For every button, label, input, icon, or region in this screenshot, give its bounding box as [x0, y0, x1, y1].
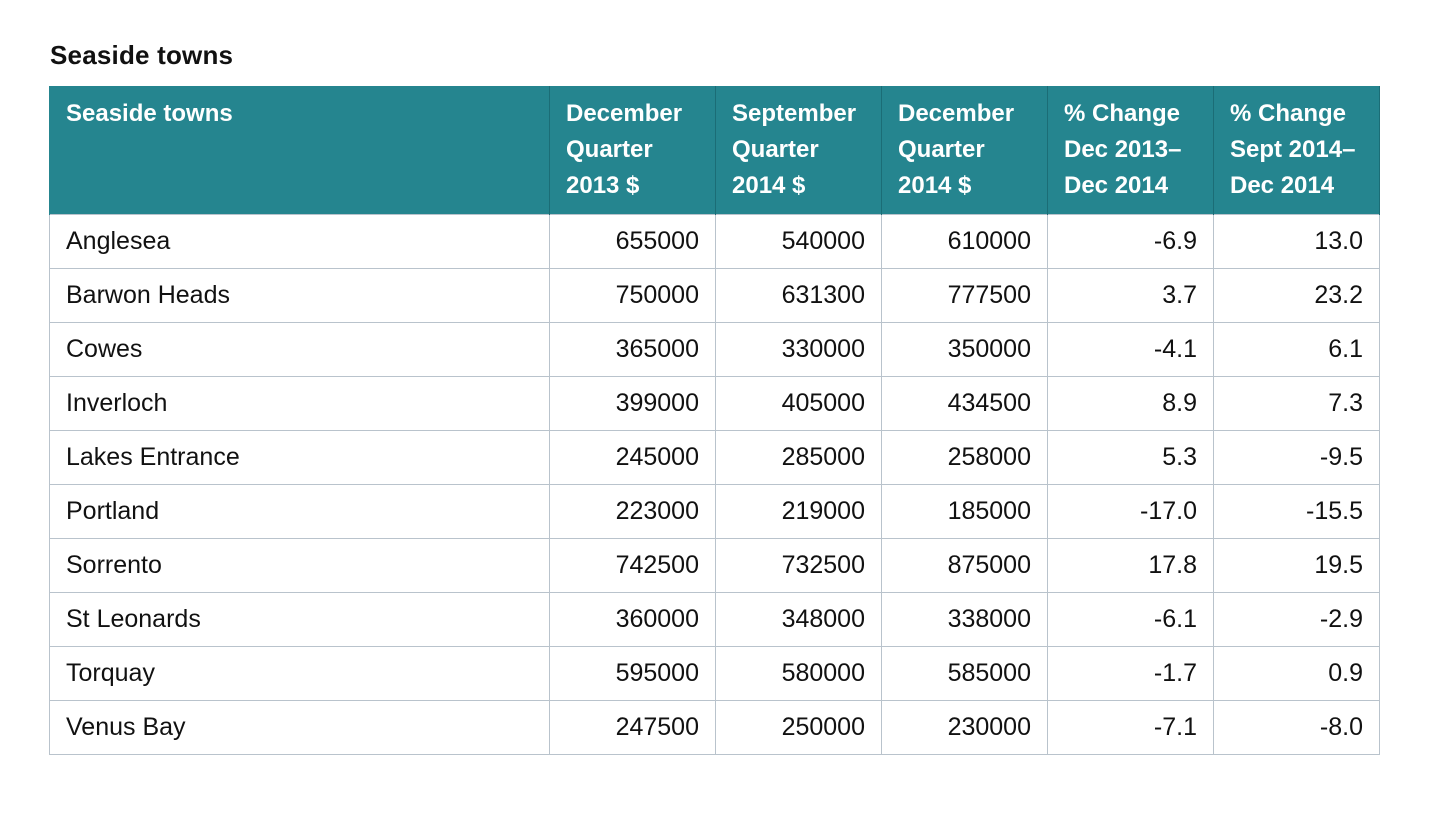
price-sep-2014-cell: 219000 [716, 485, 882, 539]
header-line: Quarter [898, 136, 985, 163]
change-quarterly-cell: 13.0 [1214, 215, 1380, 269]
column-header-town [50, 86, 550, 215]
price-dec-2014-cell: 585000 [882, 647, 1048, 701]
change-annual-cell: -17.0 [1048, 485, 1214, 539]
change-annual-cell: 5.3 [1048, 431, 1214, 485]
price-sep-2014-cell: 540000 [716, 215, 882, 269]
price-sep-2014-cell: 732500 [716, 539, 882, 593]
header-line: 2014 $ [732, 172, 806, 199]
price-dec-2013-cell: 360000 [550, 593, 716, 647]
change-quarterly-cell: -8.0 [1214, 701, 1380, 755]
town-cell: Cowes [50, 323, 550, 377]
price-sep-2014-cell: 405000 [716, 377, 882, 431]
header-line: % Change [1064, 100, 1181, 127]
change-quarterly-cell: 19.5 [1214, 539, 1380, 593]
seaside-towns-table [49, 86, 1380, 755]
price-dec-2013-cell: 399000 [550, 377, 716, 431]
price-dec-2014-cell: 230000 [882, 701, 1048, 755]
change-annual-cell: -7.1 [1048, 701, 1214, 755]
price-dec-2014-cell: 185000 [882, 485, 1048, 539]
header-line: 2014 $ [898, 172, 972, 199]
change-quarterly-cell: 0.9 [1214, 647, 1380, 701]
table-row [50, 323, 1380, 377]
change-annual-cell: 3.7 [1048, 269, 1214, 323]
town-cell: St Leonards [50, 593, 550, 647]
header-line: September [732, 100, 857, 127]
price-sep-2014-cell: 580000 [716, 647, 882, 701]
price-dec-2013-cell: 742500 [550, 539, 716, 593]
price-sep-2014-cell: 250000 [716, 701, 882, 755]
header-line: December [898, 100, 1015, 127]
price-sep-2014-cell: 285000 [716, 431, 882, 485]
table-row [50, 647, 1380, 701]
price-dec-2013-cell: 247500 [550, 701, 716, 755]
table-row [50, 539, 1380, 593]
town-cell: Barwon Heads [50, 269, 550, 323]
town-cell: Sorrento [50, 539, 550, 593]
price-dec-2013-cell: 750000 [550, 269, 716, 323]
header-line: Dec 2013– [1064, 136, 1182, 163]
town-cell: Venus Bay [50, 701, 550, 755]
change-quarterly-cell: -2.9 [1214, 593, 1380, 647]
column-header-change-annual [1048, 86, 1214, 215]
table-row [50, 431, 1380, 485]
table-row [50, 593, 1380, 647]
column-header-dec-2014 [882, 86, 1048, 215]
price-dec-2013-cell: 223000 [550, 485, 716, 539]
town-cell: Torquay [50, 647, 550, 701]
price-dec-2014-cell: 258000 [882, 431, 1048, 485]
header-line: % Change [1230, 100, 1347, 127]
town-cell: Anglesea [50, 215, 550, 269]
change-annual-cell: 8.9 [1048, 377, 1214, 431]
header-line: Seaside towns [66, 100, 233, 127]
header-line: Dec 2014 [1230, 172, 1335, 199]
price-dec-2013-cell: 365000 [550, 323, 716, 377]
change-annual-cell: -4.1 [1048, 323, 1214, 377]
table-row [50, 485, 1380, 539]
table-row [50, 215, 1380, 269]
table-row [50, 269, 1380, 323]
page-title: Seaside towns [50, 40, 234, 70]
change-annual-cell: 17.8 [1048, 539, 1214, 593]
town-cell: Portland [50, 485, 550, 539]
table-row [50, 377, 1380, 431]
change-quarterly-cell: 6.1 [1214, 323, 1380, 377]
change-annual-cell: -1.7 [1048, 647, 1214, 701]
town-cell: Inverloch [50, 377, 550, 431]
price-dec-2014-cell: 350000 [882, 323, 1048, 377]
header-line: December [566, 100, 683, 127]
price-dec-2014-cell: 610000 [882, 215, 1048, 269]
column-header-sep-2014 [716, 86, 882, 215]
change-quarterly-cell: -15.5 [1214, 485, 1380, 539]
price-dec-2013-cell: 655000 [550, 215, 716, 269]
town-cell: Lakes Entrance [50, 431, 550, 485]
table-row [50, 701, 1380, 755]
header-line: Sept 2014– [1230, 136, 1356, 163]
price-dec-2014-cell: 875000 [882, 539, 1048, 593]
header-line: Dec 2014 [1064, 172, 1169, 199]
price-dec-2014-cell: 434500 [882, 377, 1048, 431]
change-quarterly-cell: 7.3 [1214, 377, 1380, 431]
price-sep-2014-cell: 348000 [716, 593, 882, 647]
column-header-change-quarterly [1214, 86, 1380, 215]
price-dec-2013-cell: 245000 [550, 431, 716, 485]
price-dec-2013-cell: 595000 [550, 647, 716, 701]
change-quarterly-cell: 23.2 [1214, 269, 1380, 323]
price-sep-2014-cell: 631300 [716, 269, 882, 323]
price-sep-2014-cell: 330000 [716, 323, 882, 377]
header-line: Quarter [566, 136, 653, 163]
price-dec-2014-cell: 338000 [882, 593, 1048, 647]
change-quarterly-cell: -9.5 [1214, 431, 1380, 485]
column-header-dec-2013 [550, 86, 716, 215]
header-line: Quarter [732, 136, 819, 163]
change-annual-cell: -6.9 [1048, 215, 1214, 269]
header-line: 2013 $ [566, 172, 640, 199]
price-dec-2014-cell: 777500 [882, 269, 1048, 323]
table-header-row [50, 86, 1380, 215]
change-annual-cell: -6.1 [1048, 593, 1214, 647]
